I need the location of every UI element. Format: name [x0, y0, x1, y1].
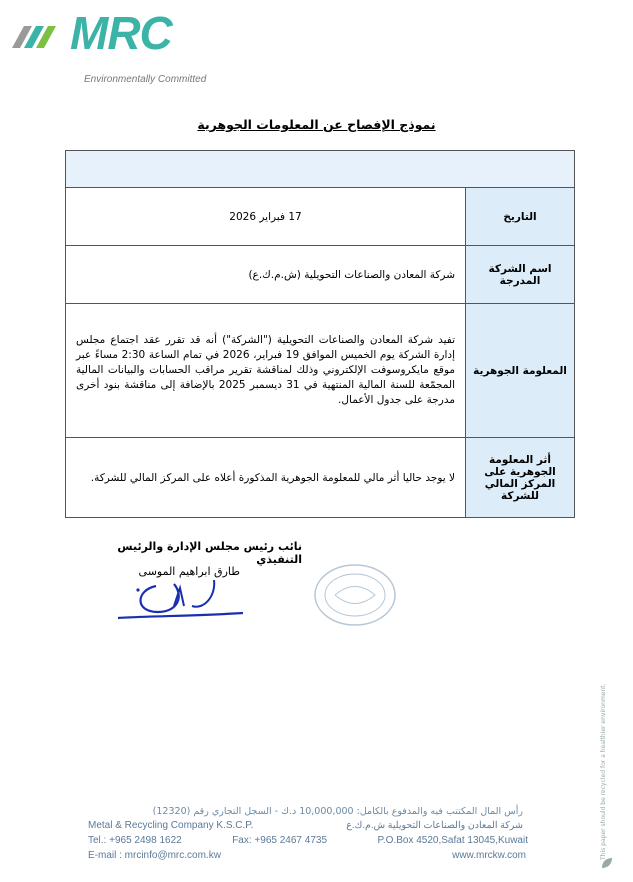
leaf-icon	[600, 856, 614, 870]
footer-capital-line: رأس المال المكتتب فيه والمدفوع بالكامل: 10,000,000 د.ك - السجل التجاري رقم (12320)	[152, 806, 523, 817]
row-value-date: 17 فبراير 2026	[66, 188, 466, 246]
table-header-row	[66, 151, 575, 188]
recycle-note: This paper should be recycled for a healthier environment.	[600, 683, 607, 860]
table-row	[66, 188, 575, 246]
handwritten-signature	[108, 566, 248, 626]
company-seal	[310, 560, 400, 630]
footer-web-line	[88, 850, 526, 861]
company-logo	[10, 7, 210, 85]
row-value-material-info: تفيد شركة المعادن والصناعات التحويلية ("الشركة") أنه قد تقرر عقد اجتماع مجلس إدارة الشركة يوم الخميس الموافق 19 فبراير، 2026 في تمام الساعة 2:30 مساءً عبر موقع مايكروسوفت الإلكتروني وذلك لمناقشة تقرير مراقب الحسابات والبيانات المالية المجمّعة للسنة المالية المنتهية في 31 ديسمبر 2025 بالإضافة إلى مناقشة بنود أخرى مدرجة على جدول الأعمال.	[66, 304, 466, 438]
logo-tagline: Environmentally Committed	[84, 74, 207, 85]
signatory-name: طارق ابراهيم الموسى	[138, 565, 240, 578]
footer-address: P.O.Box 4520,Safat 13045,Kuwait	[377, 835, 528, 846]
row-label-date: التاريخ	[466, 188, 575, 246]
table-row	[66, 246, 575, 304]
footer-fax: Fax: +965 2467 4735	[232, 835, 328, 846]
footer-email: E-mail : mrcinfo@mrc.com.kw	[88, 850, 221, 861]
document-title: نموذج الإفصاح عن المعلومات الجوهرية	[197, 117, 436, 132]
row-value-financial-impact: لا يوجد حاليا أثر مالي للمعلومة الجوهرية المذكورة أعلاه على المركز المالي للشركة.	[66, 438, 466, 518]
footer-tel: Tel.: +965 2498 1622	[88, 835, 182, 846]
footer-company-en: Metal & Recycling Company K.S.C.P.	[88, 820, 254, 831]
table-header-cell	[66, 151, 575, 188]
row-label-material-info: المعلومة الجوهرية	[466, 304, 575, 438]
table-row	[66, 438, 575, 518]
row-label-financial-impact: أثر المعلومة الجوهرية على المركز المالي للشركة	[466, 438, 575, 518]
row-label-company: اسم الشركة المدرجة	[466, 246, 575, 304]
footer-website: www.mrckw.com	[452, 850, 526, 861]
footer-company-line	[88, 820, 523, 831]
footer-company-ar: شركة المعادن والصناعات التحويلية ش.م.ك.ع	[346, 820, 523, 831]
footer-contact-line	[88, 835, 528, 846]
logo-mark-icon	[10, 12, 72, 52]
signatory-title: نائب رئيس مجلس الإدارة والرئيس التنفيذي	[117, 540, 302, 566]
table-row	[66, 304, 575, 438]
logo-text: MRC	[70, 7, 172, 59]
row-value-company: شركة المعادن والصناعات التحويلية (ش.م.ك.ع)	[66, 246, 466, 304]
disclosure-table	[65, 150, 575, 518]
